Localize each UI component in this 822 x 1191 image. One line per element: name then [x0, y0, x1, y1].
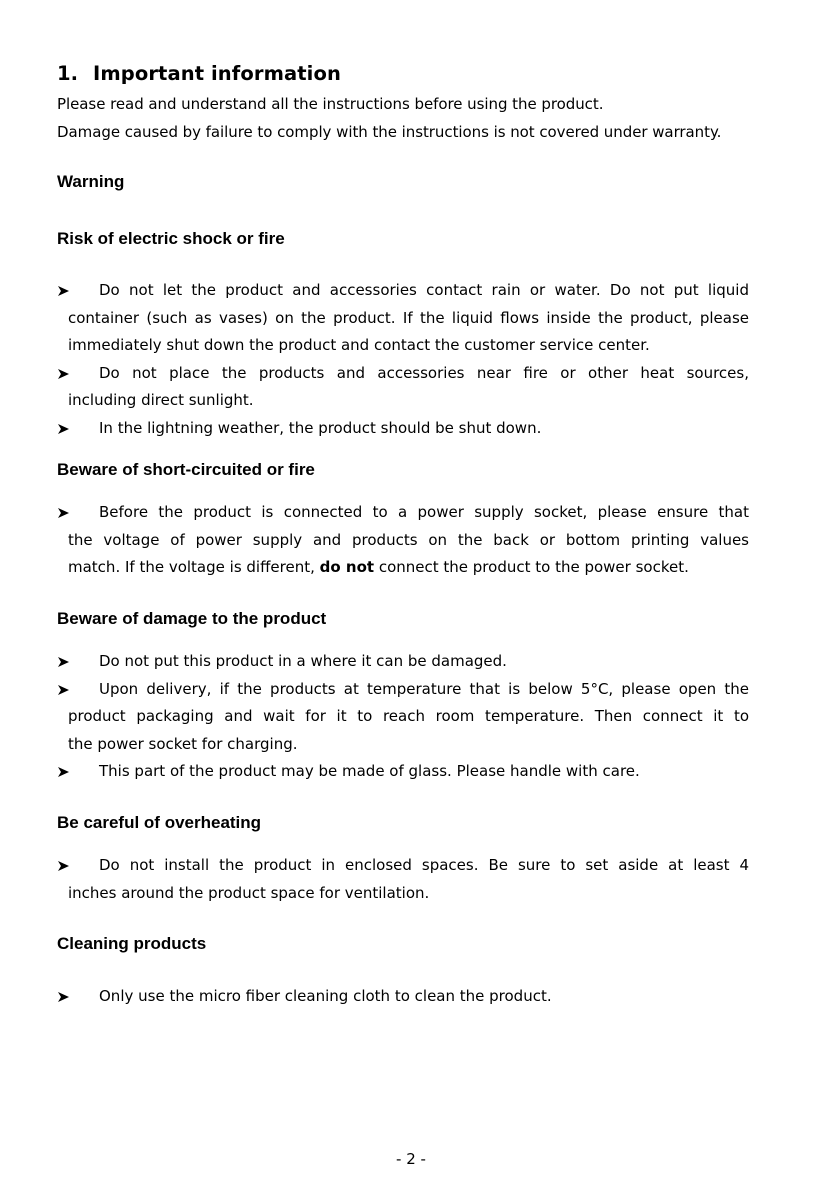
- list-item: Before the product is connected to a power supply socket, please ensure that: [57, 499, 749, 527]
- cleaning-bullet-list: [57, 983, 749, 1011]
- intro-line-1: Please read and understand all the instructions before using the product.: [57, 95, 604, 113]
- list-item-continuation: including direct sunlight.: [68, 391, 254, 409]
- list-item: In the lightning weather, the product should be shut down.: [57, 415, 749, 443]
- list-item-continuation: container (such as vases) on the product. If the liquid flows inside the product, please: [68, 308, 749, 327]
- list-item: Do not install the product in enclosed spaces. Be sure to set aside at least 4: [57, 852, 749, 880]
- arrowhead-bullet-icon: [57, 758, 71, 786]
- section-title: [57, 62, 341, 85]
- list-item: This part of the product may be made of glass. Please handle with care.: [57, 758, 749, 786]
- list-item-continuation: inches around the product space for ventilation.: [68, 883, 430, 902]
- list-item: Upon delivery, if the products at temperature that is below 5°C, please open the: [57, 676, 749, 704]
- overheating-heading: Be careful of overheating: [57, 813, 262, 832]
- list-item-continuation: the power socket for charging.: [68, 734, 298, 753]
- arrowhead-bullet-icon: [57, 360, 71, 388]
- list-item-continuation: the voltage of power supply and products on the back or bottom printing values: [68, 530, 749, 549]
- arrowhead-bullet-icon: [57, 852, 71, 880]
- list-item: Do not place the products and accessories near fire or other heat sources,: [57, 360, 749, 388]
- short-circuit-heading: Beware of short-circuited or fire: [57, 460, 315, 479]
- list-item-continuation: immediately shut down the product and contact the customer service center.: [68, 336, 650, 354]
- arrowhead-bullet-icon: [57, 648, 71, 676]
- intro-line-2: Damage caused by failure to comply with the instructions is not covered under warranty.: [57, 123, 722, 141]
- electric-heading: Risk of electric shock or fire: [57, 229, 285, 248]
- list-item: Do not let the product and accessories contact rain or water. Do not put liquid: [57, 277, 749, 305]
- page-number: - 2 -: [396, 1150, 426, 1168]
- damage-bullet-list: [57, 648, 749, 786]
- damage-heading: Beware of damage to the product: [57, 609, 327, 628]
- arrowhead-bullet-icon: [57, 983, 71, 1011]
- overheating-bullet-list: [57, 852, 749, 907]
- emphasis-do-not: do not: [319, 558, 375, 576]
- section-number: 1.: [57, 62, 79, 85]
- arrowhead-bullet-icon: [57, 499, 71, 527]
- cleaning-heading: Cleaning products: [57, 934, 207, 953]
- electric-bullet-list: [57, 277, 749, 442]
- arrowhead-bullet-icon: [57, 415, 71, 443]
- warning-heading: Warning: [57, 172, 125, 191]
- list-item-continuation: product packaging and wait for it to reach room temperature. Then connect it to: [68, 707, 749, 725]
- short-circuit-bullet-list: [57, 499, 749, 582]
- arrowhead-bullet-icon: [57, 676, 71, 704]
- arrowhead-bullet-icon: [57, 277, 71, 305]
- list-item: Do not put this product in a where it can be damaged.: [57, 648, 749, 676]
- list-item: Only use the micro fiber cleaning cloth to clean the product.: [57, 983, 749, 1011]
- list-item-continuation: match. If the voltage is different, do not connect the product to the power socket.: [68, 558, 689, 576]
- section-title-text: Important information: [93, 62, 341, 85]
